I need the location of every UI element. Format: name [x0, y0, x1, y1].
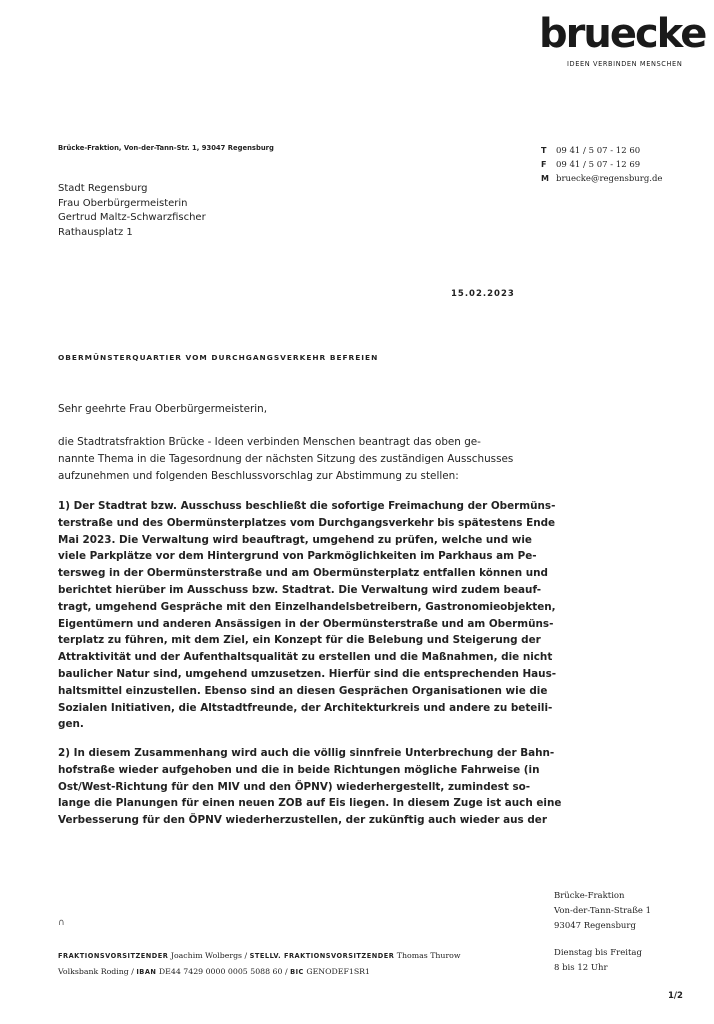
- text-line: gen.: [58, 718, 84, 731]
- greeting: Sehr geehrte Frau Oberbürgermeisterin,: [58, 403, 268, 415]
- recipient-line: Stadt Regensburg: [58, 183, 148, 194]
- footer-bank: [58, 964, 461, 980]
- text-line: lange die Planungen für einen neuen ZOB auf Eis liegen. In diesem Zuge ist auch eine: [58, 797, 562, 810]
- contact-phone: [541, 144, 662, 158]
- chair-name: Joachim Wolbergs /: [168, 951, 250, 960]
- text-line: Eigentümern und anderen Ansässigen in der Obermünsterstraße und am Obermüns-: [58, 617, 554, 630]
- text-line: viele Parkplätze vor dem Hintergrund von Parkmöglichkeiten im Parkhaus am Pe-: [58, 550, 537, 563]
- footer-address-line: Brücke-Fraktion: [554, 891, 625, 901]
- paragraph-intro: [58, 434, 520, 484]
- text-line: Sozialen Initiativen, die Altstadtfreunde, der Architekturkreis und andere zu beteili-: [58, 701, 553, 714]
- text-line: berichtet hierüber im Ausschuss bzw. Stadtrat. Die Verwaltung wird zudem beauf-: [58, 583, 542, 596]
- fax-key: F: [541, 160, 547, 169]
- contact-block: [541, 144, 662, 186]
- text-line: 1) Der Stadtrat bzw. Ausschuss beschließt die sofortige Freimachung der Obermüns-: [58, 500, 556, 512]
- bank-name: Volksbank Roding /: [58, 967, 137, 976]
- letter-subject: OBERMÜNSTERQUARTIER VOM DURCHGANGSVERKEHR BEFREIEN: [58, 353, 379, 362]
- contact-fax: [541, 158, 662, 172]
- text-line: Attraktivität und der Aufenthaltsqualität zu erstellen und die Maßnahmen, die nicht: [58, 651, 553, 664]
- text-line: tersweg in der Obermünsterstraße und am Obermünsterplatz entfallen können und: [58, 567, 548, 580]
- brand-logo: [539, 11, 706, 57]
- footer-address-line: 93047 Regensburg: [554, 921, 636, 931]
- phone-value: 09 41 / 5 07 - 12 60: [556, 146, 641, 156]
- letter-date: 15.02.2023: [451, 289, 515, 299]
- recipient-line: Rathausplatz 1: [58, 226, 133, 238]
- mail-key: M: [541, 174, 549, 183]
- text-line: Ost/West-Richtung für den MIV und den ÖPNV) wiederhergestellt, zumindest so-: [58, 780, 531, 793]
- deputy-name: Thomas Thurow: [394, 951, 461, 960]
- footer-address: [554, 889, 651, 934]
- phone-key: T: [541, 146, 547, 155]
- footer-hours: [554, 946, 642, 976]
- paragraph-point-2: [58, 745, 562, 829]
- bic-label: BIC: [290, 968, 304, 976]
- text-line: nannte Thema in die Tagesordnung der nächsten Sitzung des zuständigen Ausschusses: [58, 452, 514, 465]
- hours-line: 8 bis 12 Uhr: [554, 963, 608, 973]
- chair-label: FRAKTIONSVORSITZENDER: [58, 952, 169, 960]
- recipient-line: Gertrud Maltz-Schwarzfischer: [58, 212, 206, 223]
- iban-value: DE44 7429 0000 0005 5088 60 /: [156, 967, 291, 976]
- paragraph-point-1: [58, 498, 557, 733]
- text-line: terstraße und des Obermünsterplatzes vom Durchgangsverkehr bis spätestens Ende: [58, 516, 556, 529]
- text-line: terplatz zu führen, mit dem Ziel, ein Konzept für die Belebung und Steigerung der: [58, 634, 541, 647]
- logo-wordmark: brueck: [539, 11, 681, 57]
- text-line: hofstraße wieder aufgehoben und die in beide Richtungen mögliche Fahrweise (in: [58, 763, 540, 776]
- mail-value[interactable]: bruecke@regensburg.de: [556, 174, 663, 184]
- footer-legal: [58, 948, 461, 980]
- logo-tagline: IDEEN VERBINDEN MENSCHEN: [567, 60, 683, 68]
- footer-address-line: Von-der-Tann-Straße 1: [554, 906, 652, 916]
- recipient-line: Frau Oberbürgermeisterin: [58, 197, 188, 209]
- deputy-label: STELLV. FRAKTIONSVORSITZENDER: [249, 952, 395, 960]
- logo-wordmark-end: e: [680, 11, 706, 57]
- text-line: Mai 2023. Die Verwaltung wird beauftragt, umgehend zu prüfen, welche und wie: [58, 533, 532, 546]
- fax-value: 09 41 / 5 07 - 12 69: [556, 160, 641, 170]
- footer-chairs: [58, 948, 461, 964]
- text-line: baulicher Natur sind, umgehend umzusetzen. Hierfür sind die entsprechenden Haus-: [58, 667, 557, 680]
- iban-label: IBAN: [136, 968, 157, 976]
- text-line: aufzunehmen und folgenden Beschlussvorschlag zur Abstimmung zu stellen:: [58, 469, 459, 482]
- hours-line: Dienstag bis Freitag: [554, 948, 642, 958]
- contact-mail: [541, 172, 662, 186]
- text-line: 2) In diesem Zusammenhang wird auch die völlig sinnfreie Unterbrechung der Bahn-: [58, 747, 555, 759]
- text-line: tragt, umgehend Gespräche mit den Einzelhandelsbetreibern, Gastronomieobjekten,: [58, 600, 556, 613]
- text-line: haltsmittel einzustellen. Ebenso sind an diesen Gesprächen Organisationen wie die: [58, 684, 548, 697]
- page-number: 1/2: [668, 991, 683, 1001]
- text-line: Verbesserung für den ÖPNV wiederherzustellen, der zukünftig auch wieder aus der: [58, 814, 547, 827]
- bic-value: GENODEF1SR1: [303, 967, 370, 976]
- sender-line: Brücke-Fraktion, Von-der-Tann-Str. 1, 93047 Regensburg: [58, 144, 274, 152]
- fold-mark: ∩: [58, 918, 65, 928]
- text-line: die Stadtratsfraktion Brücke - Ideen verbinden Menschen beantragt das oben ge-: [58, 436, 481, 448]
- recipient-address: [58, 182, 206, 240]
